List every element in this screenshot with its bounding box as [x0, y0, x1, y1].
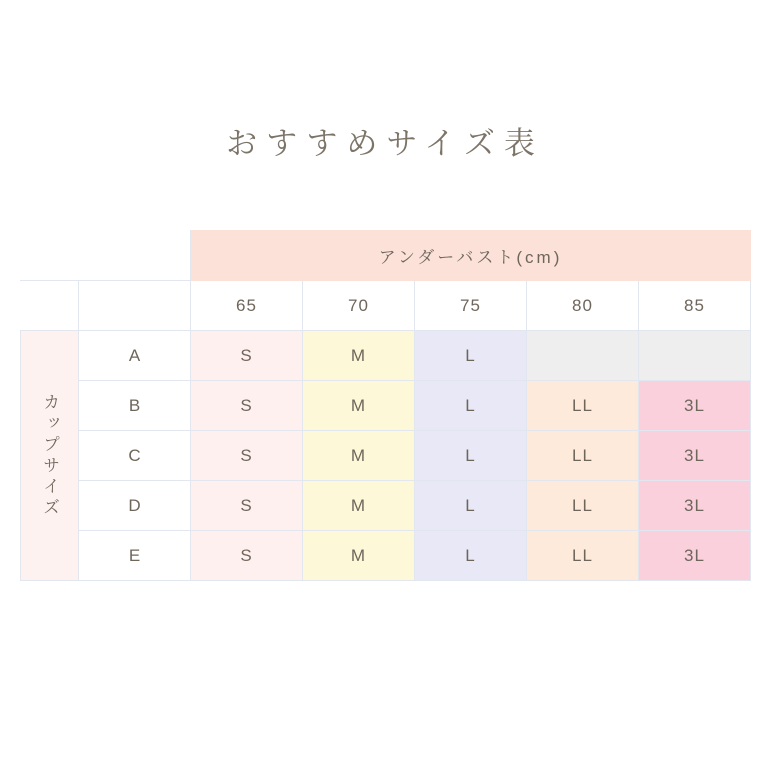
table-underbust-values-row	[21, 281, 751, 331]
underbust-value-70: 70	[303, 281, 415, 331]
table-header-band-row	[21, 231, 751, 281]
table-row	[21, 481, 751, 531]
cup-size-header: カップサイズ	[21, 331, 79, 581]
cell-c-70: M	[303, 431, 415, 481]
cell-d-65: S	[191, 481, 303, 531]
size-table-container	[20, 230, 750, 581]
cell-e-80: LL	[527, 531, 639, 581]
cell-a-70: M	[303, 331, 415, 381]
cell-a-85	[639, 331, 751, 381]
underbust-header: アンダーバスト(cm)	[191, 231, 751, 281]
underbust-value-65: 65	[191, 281, 303, 331]
cell-b-70: M	[303, 381, 415, 431]
cell-c-75: L	[415, 431, 527, 481]
cup-letter-e: E	[79, 531, 191, 581]
table-row	[21, 331, 751, 381]
cell-c-85: 3L	[639, 431, 751, 481]
size-table	[20, 230, 751, 581]
cell-c-65: S	[191, 431, 303, 481]
cup-letter-a: A	[79, 331, 191, 381]
page-title: おすすめサイズ表	[226, 126, 544, 161]
corner-cell-cup	[79, 281, 191, 331]
cell-a-65: S	[191, 331, 303, 381]
table-row	[21, 431, 751, 481]
cup-letter-c: C	[79, 431, 191, 481]
cell-b-80: LL	[527, 381, 639, 431]
cell-d-80: LL	[527, 481, 639, 531]
cell-b-75: L	[415, 381, 527, 431]
underbust-value-80: 80	[527, 281, 639, 331]
cell-d-70: M	[303, 481, 415, 531]
cup-letter-d: D	[79, 481, 191, 531]
table-row	[21, 531, 751, 581]
cell-b-65: S	[191, 381, 303, 431]
header-blank-cell	[21, 231, 191, 281]
cell-a-80	[527, 331, 639, 381]
cell-a-75: L	[415, 331, 527, 381]
cell-e-85: 3L	[639, 531, 751, 581]
corner-cell-top	[21, 281, 79, 331]
underbust-value-75: 75	[415, 281, 527, 331]
cup-letter-b: B	[79, 381, 191, 431]
table-row	[21, 381, 751, 431]
cell-d-75: L	[415, 481, 527, 531]
cell-d-85: 3L	[639, 481, 751, 531]
underbust-value-85: 85	[639, 281, 751, 331]
cell-c-80: LL	[527, 431, 639, 481]
cell-e-75: L	[415, 531, 527, 581]
cell-b-85: 3L	[639, 381, 751, 431]
cell-e-70: M	[303, 531, 415, 581]
cell-e-65: S	[191, 531, 303, 581]
